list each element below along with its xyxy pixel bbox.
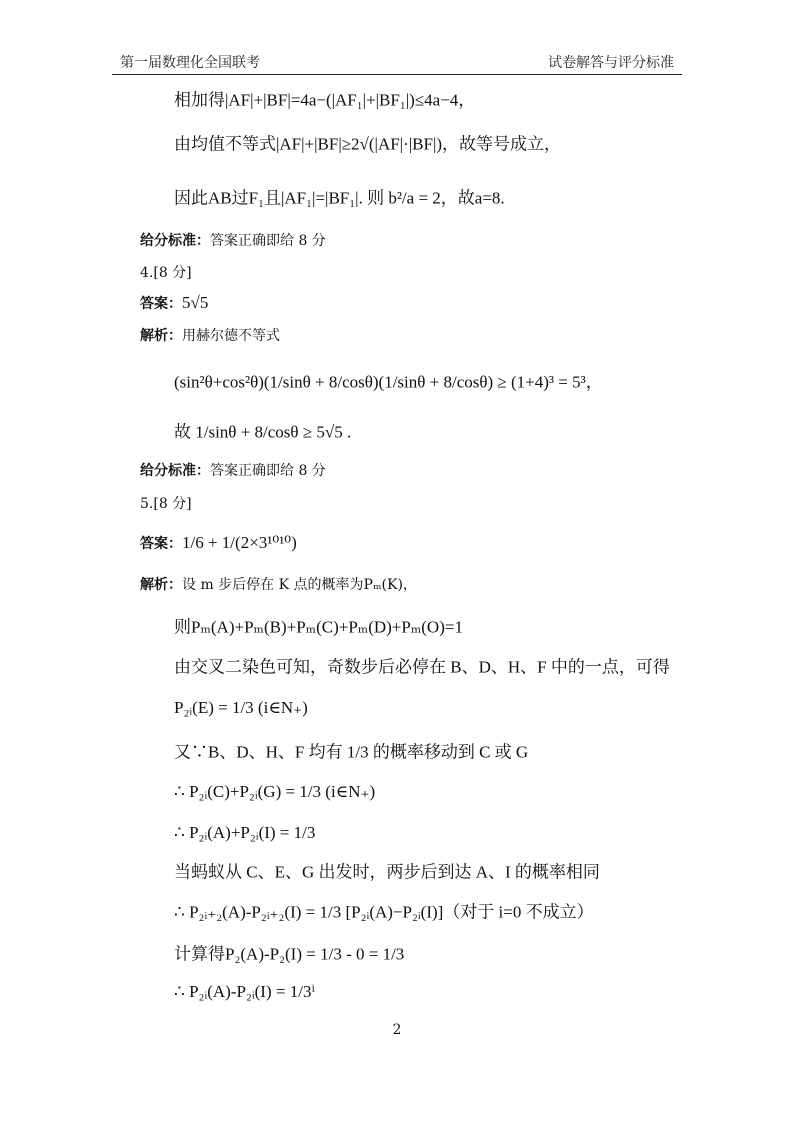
line-text [0,972,794,1012]
line-text: ∴ P₂ᵢ(C)+P₂ᵢ(G) = 1/3 (i∈N₊) [174,782,376,801]
line-content [174,130,561,155]
line-content [174,782,375,802]
line-content [174,858,600,883]
line-content [174,823,315,843]
line-text: 答案正确即给 8 分 [210,233,326,249]
line-content [174,368,603,393]
line-sec [0,483,794,523]
line-content [140,325,280,345]
score-label: 给分标准： [140,463,210,479]
section-heading: 4.[8 分] [140,265,192,281]
header-right-title: 试卷解答与评分标准 [548,55,674,71]
line-text [0,645,794,685]
line-text: P₂ᵢ(E) = 1/3 (i∈N₊) [174,698,308,717]
answer-label: 答案： [140,296,182,312]
line-text [0,688,794,728]
line-text [0,730,794,770]
analysis-label: 解析： [140,328,182,344]
line-text [0,772,794,812]
line-text: 当蚂蚁从 C、E、G 出发时，两步后到达 A、I 的概率相同 [174,862,600,882]
line-text [0,122,794,162]
line-text: 计算得P₂(A)-P₂(I) = 1/3 - 0 = 1/3 [174,944,405,964]
line-text: 则Pₘ(A)+Pₘ(B)+Pₘ(C)+Pₘ(D)+Pₘ(O)=1 [174,617,463,637]
line-text: 1/6 + 1/(2×3¹⁰¹⁰) [182,533,297,552]
line-text: ∴ P₂ᵢ(A)-P₂ᵢ(I) = 1/3ⁱ [174,982,315,1001]
header-left-title: 第一届数理化全国联考 [120,55,260,71]
line-text [0,78,794,118]
line-content [174,184,505,209]
line-text [0,813,794,853]
line-content [140,533,297,553]
line-text: ∴ P₂ᵢ₊₂(A)-P₂ᵢ₊₂(I) = 1/3 [P₂ᵢ(A)−P₂ᵢ(I)]（对于 i=0 不成立） [174,902,594,922]
line-content [174,738,528,763]
line-content [140,262,192,282]
line-text: 设 m 步后停在 K 点的概率为Pₘ(K)， [182,577,417,593]
line-text [0,605,794,645]
line-content [174,698,308,718]
section-heading: 5.[8 分] [140,496,192,512]
line-text: 相加得|AF|+|BF|=4a−(|AF₁|+|BF₁|)≤4a−4， [174,90,476,110]
line-text: 5√5 [182,293,209,312]
line-content [174,86,475,111]
page-number: 2 [392,1022,402,1038]
line-text: 由均值不等式|AF|+|BF|≥2√(|AF|·|BF|)，故等号成立， [174,134,562,154]
line-text: ∴ P₂ᵢ(A)+P₂ᵢ(I) = 1/3 [174,823,316,842]
line-ans [0,523,794,563]
line-text: 答案正确即给 8 分 [210,463,326,479]
line-text [0,890,794,930]
score-label: 给分标准： [140,233,210,249]
line-content [140,493,192,513]
line-text: 用赫尔德不等式 [182,328,280,344]
line-content [140,460,326,480]
line-content [174,653,670,678]
line-text: (sin²θ+cos²θ)(1/sinθ + 8/cosθ)(1/sinθ + 8/cosθ) ≥ (1+4)³ = 5³， [174,372,603,392]
line-content [174,940,404,965]
line-text [0,932,794,972]
header-divider [112,74,682,75]
line-content [174,613,463,638]
line-content [140,293,208,313]
line-content [140,574,417,594]
line-content [140,230,326,250]
line-text: 故 1/sinθ + 8/cosθ ≥ 5√5 . [174,422,352,442]
line-text [0,410,794,450]
line-content [174,982,315,1002]
line-ana [0,315,794,355]
line-content [174,418,351,443]
line-ana [0,564,794,604]
line-text [0,176,794,216]
line-text [0,850,794,890]
line-text: 由交叉二染色可知，奇数步后必停在 B、D、H、F 中的一点，可得 [174,657,670,677]
answer-label: 答案： [140,536,182,552]
analysis-label: 解析： [140,577,182,593]
line-text: 又∵B、D、H、F 均有 1/3 的概率移动到 C 或 G [174,742,529,762]
line-text [0,360,794,400]
line-content [174,898,594,923]
line-text: 因此AB过F₁且|AF₁|=|BF₁|. 则 b²/a = 2，故a=8. [174,188,505,208]
